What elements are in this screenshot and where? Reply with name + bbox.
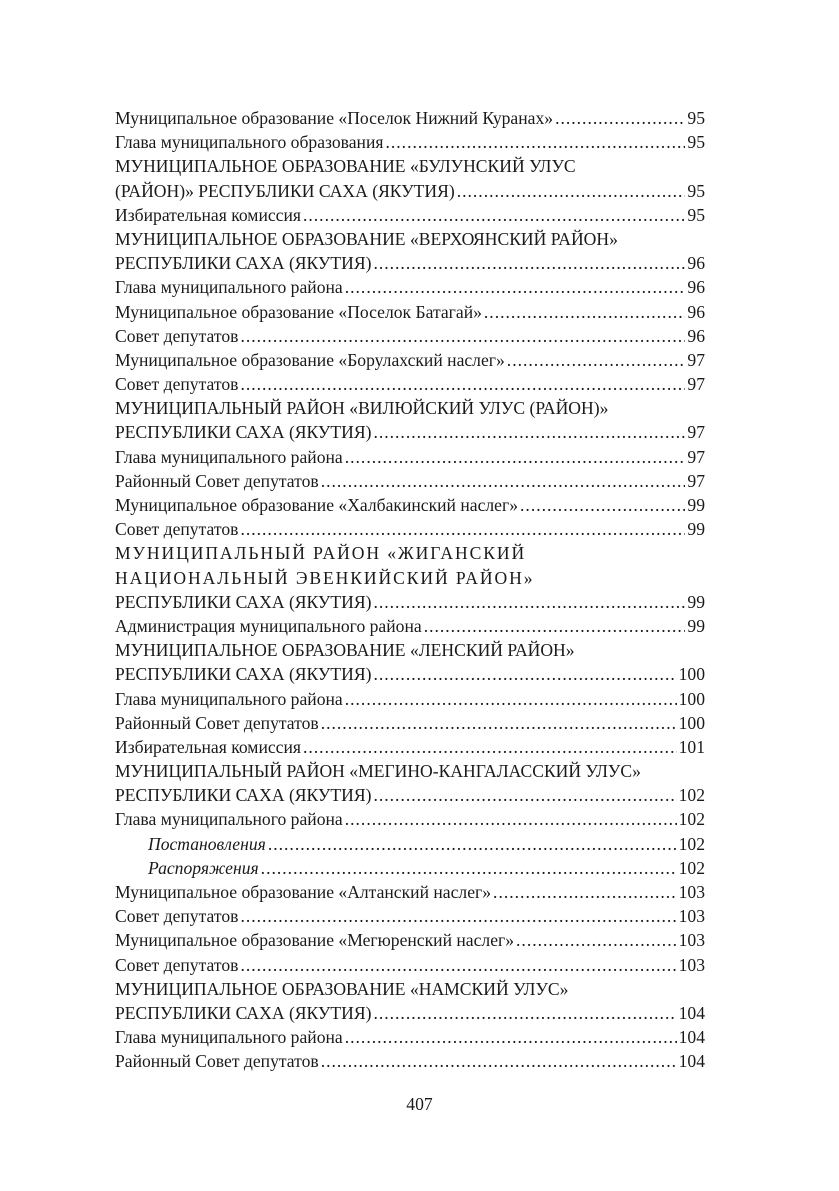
toc-entry-page: 97 [687, 374, 705, 395]
toc-entry-title: Глава муниципального района [115, 688, 343, 709]
toc-entry [115, 928, 705, 952]
dot-leader [321, 711, 677, 735]
toc-entry [115, 953, 705, 977]
dot-leader [507, 348, 686, 372]
toc-entry [115, 541, 705, 565]
dot-leader [303, 735, 677, 759]
toc-entry-title: Совет депутатов [115, 954, 239, 975]
dot-leader [373, 590, 685, 614]
toc-entry-title: РЕСПУБЛИКИ САХА (ЯКУТИЯ) [115, 785, 372, 806]
toc-entry [115, 662, 705, 686]
toc-entry [115, 372, 705, 396]
toc-entry [115, 638, 705, 662]
toc-entry-page: 104 [678, 1051, 705, 1072]
dot-leader [345, 807, 677, 831]
dot-leader [484, 300, 686, 324]
toc-entry [115, 493, 705, 517]
toc-entry-page: 96 [687, 301, 705, 322]
toc-entry [115, 275, 705, 299]
toc-entry-title: РЕСПУБЛИКИ САХА (ЯКУТИЯ) [115, 422, 372, 443]
toc-entry-title: Глава муниципального образования [115, 132, 384, 153]
toc-entry [115, 396, 705, 420]
toc-entry [115, 251, 705, 275]
dot-leader [345, 1025, 677, 1049]
toc-entry [115, 348, 705, 372]
toc-entry [115, 735, 705, 759]
toc-entry-title: Муниципальное образование «Поселок Нижний Куранах» [115, 108, 554, 128]
toc-entry [115, 1049, 705, 1073]
toc-entry [115, 880, 705, 904]
toc-entry-page: 97 [687, 470, 705, 491]
toc-entry-title: Администрация муниципального района [115, 615, 422, 636]
dot-leader [303, 203, 685, 227]
toc-entry-page: 103 [678, 882, 705, 902]
toc-entry [115, 1025, 705, 1049]
toc-entry-title: МУНИЦИПАЛЬНЫЙ РАЙОН «МЕГИНО-КАНГАЛАССКИЙ УЛУС» [115, 761, 641, 782]
toc-entry-title: Избирательная комиссия [115, 736, 301, 757]
toc-entry [115, 904, 705, 928]
toc-entry-title: РЕСПУБЛИКИ САХА (ЯКУТИЯ) [115, 1002, 372, 1023]
dot-leader [345, 687, 677, 711]
toc-entry-page: 97 [687, 349, 705, 370]
dot-leader [373, 783, 676, 807]
toc-entry [115, 130, 705, 154]
toc-entry-title: Распоряжения [148, 857, 259, 878]
toc-entry-page: 97 [687, 422, 705, 443]
toc-entry-page: 102 [678, 809, 705, 830]
toc-entry-page: 101 [678, 736, 705, 757]
toc-entry [115, 832, 705, 856]
toc-entry-page: 102 [678, 833, 705, 854]
toc-entry [115, 324, 705, 348]
dot-leader [240, 953, 676, 977]
dot-leader [321, 469, 686, 493]
toc-entry [115, 227, 705, 251]
toc-entry-title: Глава муниципального района [115, 277, 343, 298]
toc-entry-title: Муниципальное образование «Борулахский наслег» [115, 349, 505, 370]
toc-entry-page: 95 [687, 132, 705, 153]
toc-entry [115, 614, 705, 638]
toc-entry-page: 95 [687, 108, 705, 128]
toc-entry-title: НАЦИОНАЛЬНЫЙ ЭВЕНКИЙСКИЙ РАЙОН» [115, 567, 535, 588]
toc-entry-page: 102 [678, 857, 705, 878]
toc-entry-page: 99 [687, 591, 705, 612]
dot-leader [493, 880, 677, 904]
dot-leader [373, 1001, 676, 1025]
toc-entry [115, 203, 705, 227]
toc-entry-title: РЕСПУБЛИКИ САХА (ЯКУТИЯ) [115, 253, 372, 274]
toc-entry-title: МУНИЦИПАЛЬНЫЙ РАЙОН «ЖИГАНСКИЙ [115, 543, 527, 564]
toc-entry-title: Глава муниципального района [115, 446, 343, 467]
dot-leader [424, 614, 686, 638]
toc-entry-page: 100 [678, 664, 705, 685]
dot-leader [268, 832, 677, 856]
toc-entry-page: 104 [678, 1027, 705, 1048]
toc-entry-page: 95 [687, 204, 705, 225]
dot-leader [385, 130, 685, 154]
toc-entry-page: 99 [687, 615, 705, 636]
toc-entry [115, 179, 705, 203]
toc-entry [115, 300, 705, 324]
toc-entry [115, 517, 705, 541]
toc-entry [115, 566, 705, 590]
toc-entry-title: Совет депутатов [115, 906, 239, 927]
toc-entry [115, 759, 705, 783]
toc-entry [115, 469, 705, 493]
toc-entry-title: (РАЙОН)» РЕСПУБЛИКИ САХА (ЯКУТИЯ) [115, 180, 455, 201]
toc-entry-title: РЕСПУБЛИКИ САХА (ЯКУТИЯ) [115, 664, 372, 685]
toc-entry [115, 783, 705, 807]
toc-entry [115, 1001, 705, 1025]
toc-entry-page: 100 [678, 712, 705, 733]
page-number: 407 [406, 1094, 433, 1114]
dot-leader [373, 420, 685, 444]
toc-entry-title: Постановления [148, 833, 266, 854]
toc-entry [115, 856, 705, 880]
toc-entry-page: 100 [678, 688, 705, 709]
toc-entry-title: Районный Совет депутатов [115, 712, 319, 733]
dot-leader [373, 662, 676, 686]
toc-entry-page: 104 [678, 1002, 705, 1023]
toc-entry [115, 977, 705, 1001]
toc-entry-page: 95 [687, 180, 705, 201]
dot-leader [240, 904, 676, 928]
dot-leader [345, 445, 686, 469]
toc-entry-page: 96 [687, 253, 705, 274]
toc-entry-page: 103 [678, 954, 705, 975]
dot-leader [240, 517, 685, 541]
dot-leader [457, 179, 686, 203]
dot-leader [516, 928, 677, 952]
toc-entry-title: Совет депутатов [115, 325, 239, 346]
toc-entry-title: МУНИЦИПАЛЬНОЕ ОБРАЗОВАНИЕ «БУЛУНСКИЙ УЛУС [115, 156, 576, 177]
toc-entry-title: МУНИЦИПАЛЬНОЕ ОБРАЗОВАНИЕ «ЛЕНСКИЙ РАЙОН» [115, 640, 575, 661]
toc-entry [115, 106, 705, 130]
dot-leader [240, 372, 685, 396]
toc-entry-title: Глава муниципального района [115, 1027, 343, 1048]
toc-entry-page: 99 [687, 495, 705, 515]
toc-entry-page: 103 [678, 906, 705, 927]
dot-leader [240, 324, 685, 348]
toc-entry-page: 97 [687, 446, 705, 467]
toc-entry-title: Муниципальное образование «Мегюренский наслег» [115, 930, 515, 951]
toc-entry-title: Муниципальное образование «Алтанский наслег» [115, 882, 492, 902]
toc-entry [115, 807, 705, 831]
toc-entry-page: 96 [687, 277, 705, 298]
toc-entry-title: Совет депутатов [115, 374, 239, 395]
toc-entry [115, 711, 705, 735]
toc-entry-title: Глава муниципального района [115, 809, 343, 830]
toc-entry-page: 103 [678, 930, 705, 951]
toc-entry-title: МУНИЦИПАЛЬНЫЙ РАЙОН «ВИЛЮЙСКИЙ УЛУС (РАЙОН)» [115, 398, 609, 419]
dot-leader [520, 493, 685, 517]
toc-entry-page: 102 [678, 785, 705, 806]
toc-entry-page: 99 [687, 519, 705, 540]
dot-leader [555, 106, 685, 130]
toc-entry-title: Совет депутатов [115, 519, 239, 540]
toc-entry-title: Районный Совет депутатов [115, 1051, 319, 1072]
toc-entry-title: Муниципальное образование «Халбакинский наслег» [115, 495, 519, 515]
toc-entry-title: МУНИЦИПАЛЬНОЕ ОБРАЗОВАНИЕ «ВЕРХОЯНСКИЙ РАЙОН» [115, 228, 618, 249]
toc-entry-title: РЕСПУБЛИКИ САХА (ЯКУТИЯ) [115, 591, 372, 612]
dot-leader [321, 1049, 677, 1073]
toc-entry-title: Избирательная комиссия [115, 204, 301, 225]
toc-entry [115, 590, 705, 614]
dot-leader [345, 275, 686, 299]
dot-leader [261, 856, 677, 880]
dot-leader [373, 251, 685, 275]
toc-entry-title: Районный Совет депутатов [115, 470, 319, 491]
toc-entry-title: МУНИЦИПАЛЬНОЕ ОБРАЗОВАНИЕ «НАМСКИЙ УЛУС» [115, 978, 569, 999]
table-of-contents [115, 106, 705, 1074]
toc-entry [115, 154, 705, 178]
toc-entry [115, 687, 705, 711]
toc-entry [115, 420, 705, 444]
toc-entry [115, 445, 705, 469]
toc-entry-page: 96 [687, 325, 705, 346]
toc-entry-title: Муниципальное образование «Поселок Батагай» [115, 301, 482, 322]
